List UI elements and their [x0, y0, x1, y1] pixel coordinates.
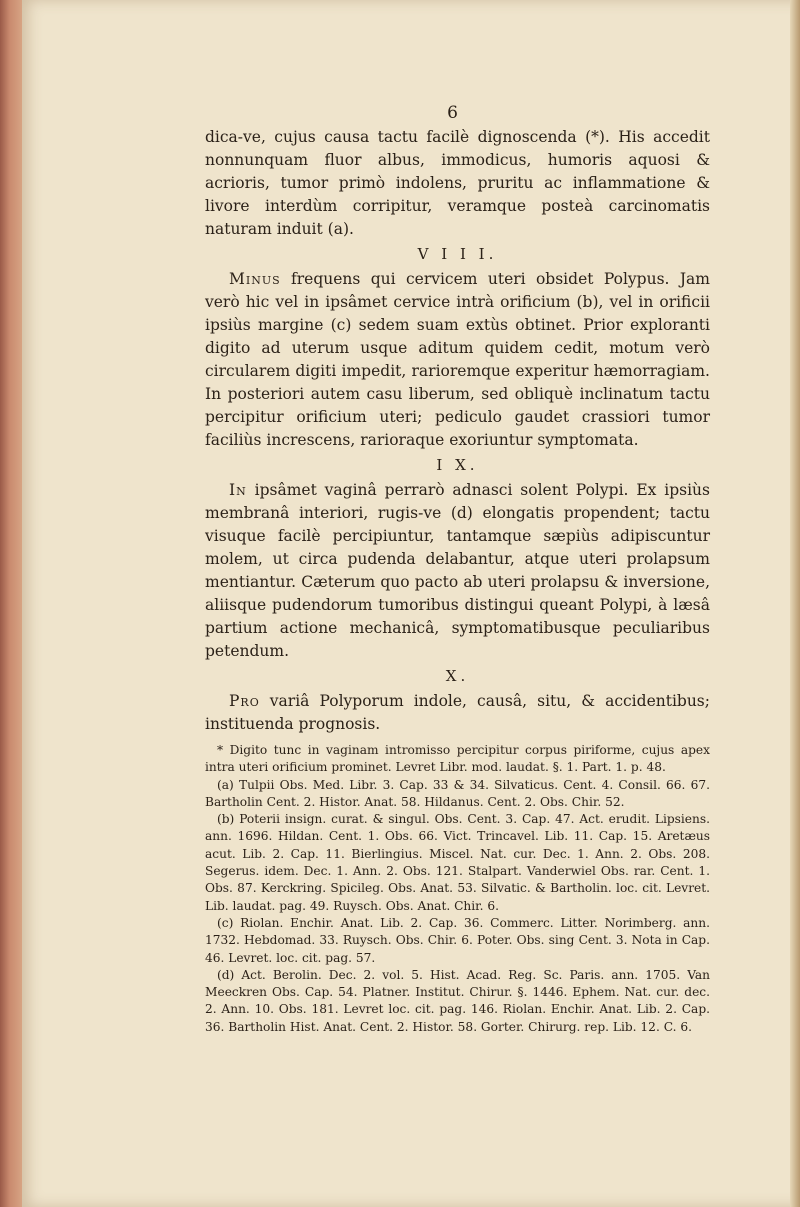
- section-8-lead-word: Minus: [229, 270, 281, 288]
- paragraph-section-10: [205, 690, 710, 736]
- paragraph-section-9: [205, 479, 710, 663]
- footnote-b: (b) Poterii insign. curat. & singul. Obs. Cent. 3. Cap. 47. Act. erudit. Lipsiens. ann. 1696. Hildan. Cent. 1. Obs. 66. Vict. Trincavel. Lib. 11. Cap. 15. Aretæus acut. Lib. 2. Cap. 11. Bierlingius. Miscel. Nat. cur. Dec. 1. Ann. 2. Obs. 208. Segerus. idem. Dec. 1. Ann. 2. Obs. 121. Stalpart. Vanderwiel Obs. rar. Cent. 1. Obs. 87. Kerckring. Spicileg. Obs. Anat. 53. Silvatic. & Bartholin. loc. cit. Levret. Lib. laudat. pag. 49. Ruysch. Obs. Anat. Chir. 6.: [205, 812, 710, 913]
- footnote-a: (a) Tulpii Obs. Med. Libr. 3. Cap. 33 & 34. Silvaticus. Cent. 4. Consil. 66. 67. Bartholin Cent. 2. Histor. Anat. 58. Hildanus. Cent. 2. Obs. Chir. 52.: [205, 777, 710, 809]
- section-heading-9: I X.: [436, 456, 479, 474]
- section-9-lead-word: In: [229, 481, 247, 499]
- footnote-d: (d) Act. Berolin. Dec. 2. vol. 5. Hist. Acad. Reg. Sc. Paris. ann. 1705. Van Meeckren Obs. Cap. 54. Platner. Institut. Chirur. §. 1446. Ephem. Nat. cur. dec. 2. Ann. 10. Obs. 181. Levret loc. cit. pag. 146. Riolan. Enchir. Anat. Lib. 2. Cap. 36. Bartholin Hist. Anat. Cent. 2. Histor. 58. Gorter. Chirurg. rep. Lib. 12. C. 6.: [205, 967, 710, 1034]
- page-text-block: [205, 104, 710, 1036]
- section-heading-10: X.: [445, 667, 470, 685]
- section-heading-8: V I I I.: [417, 245, 498, 263]
- section-8-text: frequens qui cervicem uteri obsidet Polypus. Jam verò hic vel in ipsâmet cervice intrà orificium (b), vel in orificii ipsiùs margine (c) sedem suam extùs obtinet. Prior exploranti digito ad uterum usque aditum quidem cedit, motum verò circularem digiti impedit, rarioremque experitur hæmorragiam. In posteriori autem casu liberum, sed obliquè inclinatum tactu percipitur orificium uteri; pediculo gaudet crassiori tumor faciliùs increscens, rarioraque exoriuntur symptomata.: [205, 270, 710, 449]
- footnote-star: * Digito tunc in vaginam intromisso percipitur corpus piriforme, cujus apex intra uteri orificium prominet. Levret Libr. mod. laudat. §. 1. Part. 1. p. 48.: [205, 743, 710, 775]
- footnote-c: (c) Riolan. Enchir. Anat. Lib. 2. Cap. 36. Commerc. Litter. Norimberg. ann. 1732. Hebdomad. 33. Ruysch. Obs. Chir. 6. Poter. Obs. sing Cent. 3. Nota in Cap. 46. Levret. loc. cit. pag. 57.: [205, 915, 710, 965]
- section-10-lead-word: Pro: [229, 692, 260, 710]
- footnotes: [205, 742, 710, 1036]
- book-fore-edge: [0, 0, 24, 1207]
- page-right-edge: [790, 0, 800, 1207]
- paragraph-section-8: [205, 268, 710, 452]
- section-10-text: variâ Polyporum indole, causâ, situ, & accidentibus; instituenda prognosis.: [205, 692, 710, 733]
- page-number: 6: [447, 103, 458, 123]
- paragraph-continuation: dica-ve, cujus causa tactu facilè dignoscenda (*). His accedit nonnunquam fluor albus, immodicus, humoris aquosi & acrioris, tumor primò indolens, pruritu ac inflammatione & livore interdùm corripitur, veramque posteà carcinomatis naturam induit (a).: [205, 128, 710, 238]
- section-9-text: ipsâmet vaginâ perrarò adnasci solent Polypi. Ex ipsiùs membranâ interiori, rugis-ve (d) elongatis propendent; tactu visuque facilè percipiuntur, tantamque sæpiùs adipiscuntur molem, ut circa pudenda delabantur, atque uteri prolapsum mentiantur. Cæterum quo pacto ab uteri prolapsu & inversione, aliisque pudendorum tumoribus distingui queant Polypi, à læsâ partium actione mechanicâ, symptomatibusque peculiaribus petendum.: [205, 481, 710, 660]
